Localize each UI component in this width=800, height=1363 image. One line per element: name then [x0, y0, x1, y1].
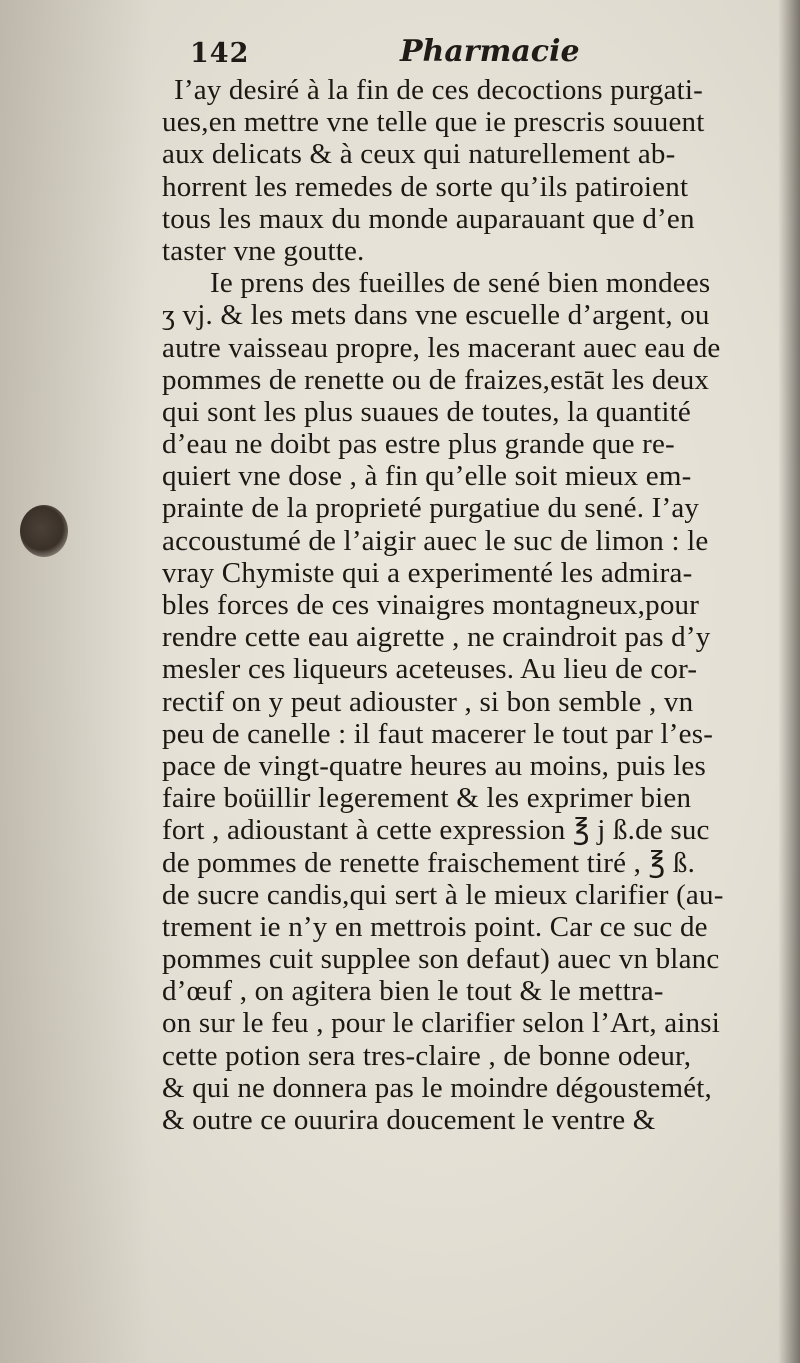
text-line: accoustumé de l’aigir auec le suc de limon : le	[162, 524, 709, 557]
text-line: bles forces de ces vinaigres montagneux,pour	[162, 589, 700, 621]
text-line: & outre ce ouurira doucement le ventre &	[162, 1104, 656, 1136]
text-line: pace de vingt-quatre heures au moins, puis les	[162, 749, 706, 782]
text-line: horrent les remedes de sorte qu’ils patiroient	[162, 170, 689, 203]
page-header	[190, 34, 750, 74]
text-line: cette potion sera tres-claire , de bonne odeur,	[162, 1039, 692, 1072]
text-line: taster vne goutte.	[162, 234, 365, 267]
text-line: ues,en mettre vne telle que ie prescris souuent	[162, 106, 705, 139]
text-line: peu de canelle : il faut macerer le tout par l’es-	[162, 717, 714, 750]
text-line: de sucre candis,qui sert à le mieux clarifier (au-	[162, 878, 724, 911]
text-line: vray Chymiste qui a experimenté les admira-	[162, 556, 693, 589]
text-line: rendre cette eau aigrette , ne craindroit pas d’y	[162, 621, 711, 654]
text-line: mesler ces liqueurs aceteuses. Au lieu de cor-	[162, 653, 698, 686]
text-line: qui sont les plus suaues de toutes, la quantité	[162, 395, 691, 428]
text-line: faire boüillir legerement & les exprimer bien	[162, 782, 692, 815]
text-line: fort , adioustant à cette expression ℥ j ß.de suc	[162, 814, 710, 847]
text-line: pommes de renette ou de fraizes,estāt les deux	[162, 363, 710, 396]
body-text	[162, 74, 766, 1136]
page-number: 142	[190, 38, 250, 69]
text-line: ʒ vj. & les mets dans vne escuelle d’argent, ou	[162, 299, 710, 332]
text-line: pommes cuit supplee son defaut) auec vn blanc	[162, 943, 720, 976]
text-line: trement ie n’y en mettrois point. Car ce suc de	[162, 910, 708, 943]
ink-stain	[20, 505, 68, 557]
text-line: quiert vne dose , à fin qu’elle soit mieux em-	[162, 460, 692, 493]
text-line: d’œuf , on agitera bien le tout & le mettra-	[162, 975, 664, 1008]
page-gutter-shadow	[0, 0, 150, 1363]
text-line: autre vaisseau propre, les macerant auec eau de	[162, 331, 721, 364]
text-line: de pommes de renette fraischement tiré , ℥ ß.	[162, 846, 696, 879]
text-line: aux delicats & à ceux qui naturellement ab-	[162, 138, 676, 171]
text-line: Ie prens des fueilles de sené bien mondees	[210, 267, 711, 300]
text-line: & qui ne donnera pas le moindre dégoustemét,	[162, 1071, 712, 1104]
text-line: on sur le feu , pour le clarifier selon l’Art, ainsi	[162, 1007, 721, 1040]
text-line: I’ay desiré à la fin de ces decoctions purgati-	[174, 74, 704, 106]
page-edge-shadow	[778, 0, 800, 1363]
text-line: tous les maux du monde auparauant que d’en	[162, 202, 695, 235]
text-line: rectif on y peut adiouster , si bon semble , vn	[162, 685, 694, 718]
text-line: d’eau ne doibt pas estre plus grande que re-	[162, 428, 675, 461]
text-line: prainte de la proprieté purgatiue du sené. I’ay	[162, 492, 700, 525]
running-head: Pharmacie	[400, 34, 580, 69]
